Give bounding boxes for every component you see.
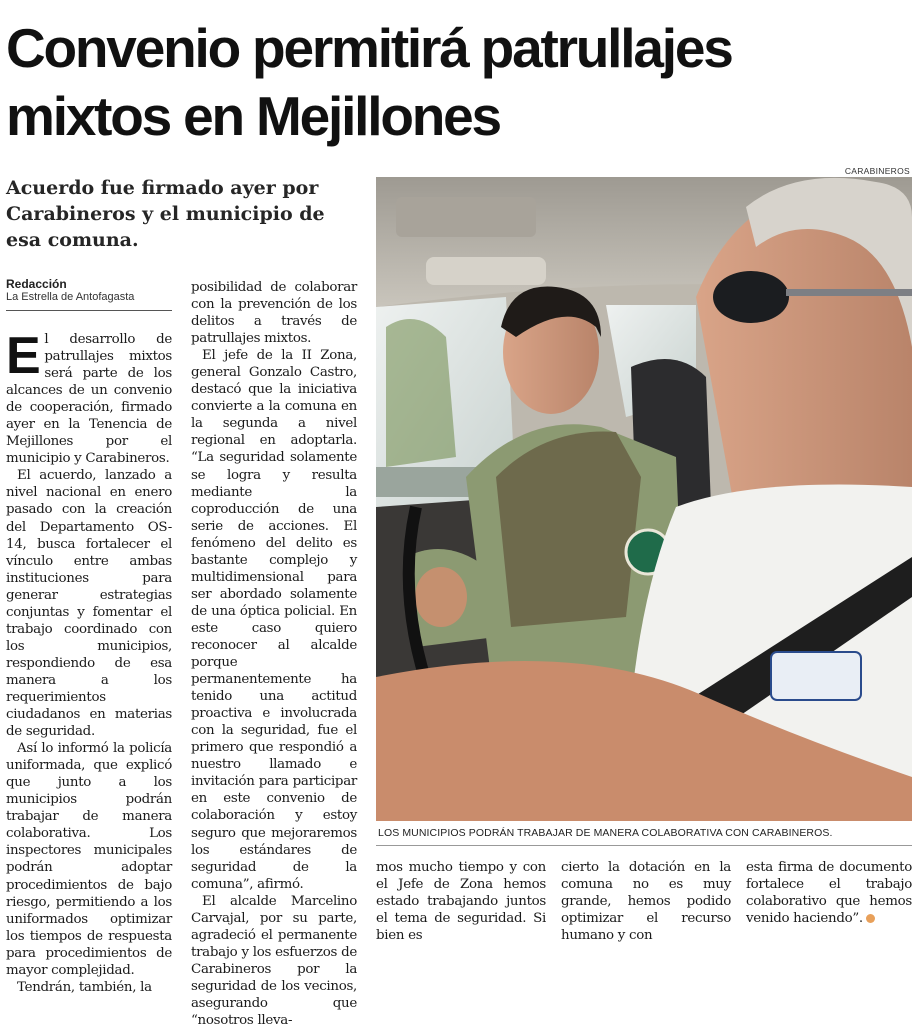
headline — [6, 14, 911, 150]
shirt-badge-icon — [771, 652, 861, 700]
photo-illustration — [376, 177, 912, 821]
byline-divider — [6, 310, 172, 311]
sunglasses-icon — [713, 271, 789, 323]
officer-hand — [415, 567, 467, 627]
end-of-article-icon — [866, 914, 875, 923]
headline-line-2: mixtos en Mejillones — [6, 85, 500, 147]
article-photo — [376, 177, 912, 821]
byline-author: Redacción — [6, 277, 67, 291]
body-paragraph-3: Así lo informó la policía uniformada, que explicó que junto a los municipios podrán trabajar de manera colaborativa. Los inspectores municipales podrán adoptar procedimientos de bajo riesgo, permitiendo a los uniformados optimizar los tiempos de respuesta para procedimientos de mayor complejidad. — [6, 741, 172, 978]
body-column-4 — [561, 859, 731, 944]
body-paragraph-4-start: Tendrán, también, la — [17, 979, 152, 995]
body-column-1 — [6, 327, 172, 995]
body-paragraph-6-cont-1: mos mucho tiempo y con el Jefe de Zona hemos estado trabajando juntos el tema de seguridad. Si bien es — [376, 860, 546, 944]
photo-credit: CARABINEROS — [844, 166, 910, 176]
body-paragraph-6-end-text: esta firma de documento fortalece el trabajo colaborativo que hemos venido haciendo”. — [746, 860, 912, 927]
body-column-2 — [191, 279, 357, 1029]
visor — [396, 197, 536, 237]
subheadline: Acuerdo fue firmado ayer por Carabineros y el municipio de esa comuna. — [6, 177, 325, 251]
byline — [6, 277, 176, 304]
sunglasses-arm — [786, 289, 912, 296]
officer-vest — [496, 432, 641, 627]
headline-line-1: Convenio permitirá patrullajes — [6, 17, 732, 79]
grab-handle — [426, 257, 546, 285]
byline-outlet: La Estrella de Antofagasta — [6, 291, 135, 303]
body-column-5 — [746, 859, 912, 929]
body-paragraph-6-cont-2: cierto la dotación en la comuna no es muy grande, hemos podido optimizar el recurso humano y con — [561, 860, 731, 944]
body-paragraph-1-text: l desarrollo de patrullajes mixtos será parte de los alcances de un convenio de cooperación, firmado ayer en la Tenencia de Mejillones por el municipio y Carabineros. — [6, 332, 172, 467]
body-paragraph-5: El jefe de la II Zona, general Gonzalo Castro, destacó que la iniciativa convierte a la comuna en la segunda a nivel regional en adoptarla. “La seguridad solamente se logra y resulta mediante la coproducción de una serie de acciones. El fenómeno del delito es bastante complejo y multidimensional para ser abordado solamente de una óptica policial. En este caso quiero reconocer al alcalde porque permanentemente ha tenido una actitud proactiva e involucrada con la seguridad, fue el primero que respondió a nuestro llamado e invitación para participar en este convenio de colaboración y estoy seguro que mejoraremos los estándares de seguridad de la comuna”, afirmó. — [191, 348, 357, 892]
palm-tree — [386, 319, 456, 467]
drop-cap: E — [6, 327, 41, 385]
body-paragraph-6-end — [746, 859, 912, 927]
body-paragraph-6-start: El alcalde Marcelino Carvajal, por su parte, agradeció el permanente trabajo y los esfuerzos de Carabineros por la seguridad de los vecinos, asegurando que “nosotros lleva- — [191, 893, 357, 1029]
photo-caption: LOS MUNICIPIOS PODRÁN TRABAJAR DE MANERA COLABORATIVA CON CARABINEROS. — [378, 827, 833, 839]
body-paragraph-4-cont: posibilidad de colaborar con la prevención de los delitos a través de patrullajes mixtos. — [191, 280, 357, 347]
caption-divider — [376, 845, 912, 846]
body-column-3 — [376, 859, 546, 944]
body-paragraph-1 — [6, 327, 172, 467]
body-paragraph-2: El acuerdo, lanzado a nivel nacional en enero pasado con la creación del Departamento OS-14, busca fortalecer el vínculo entre ambas instituciones para generar estrategias conjuntas y fomentar el trabajo coordinado con los municipios, respondiendo de esa manera a los requerimientos ciudadanos en materias de seguridad. — [6, 468, 172, 740]
